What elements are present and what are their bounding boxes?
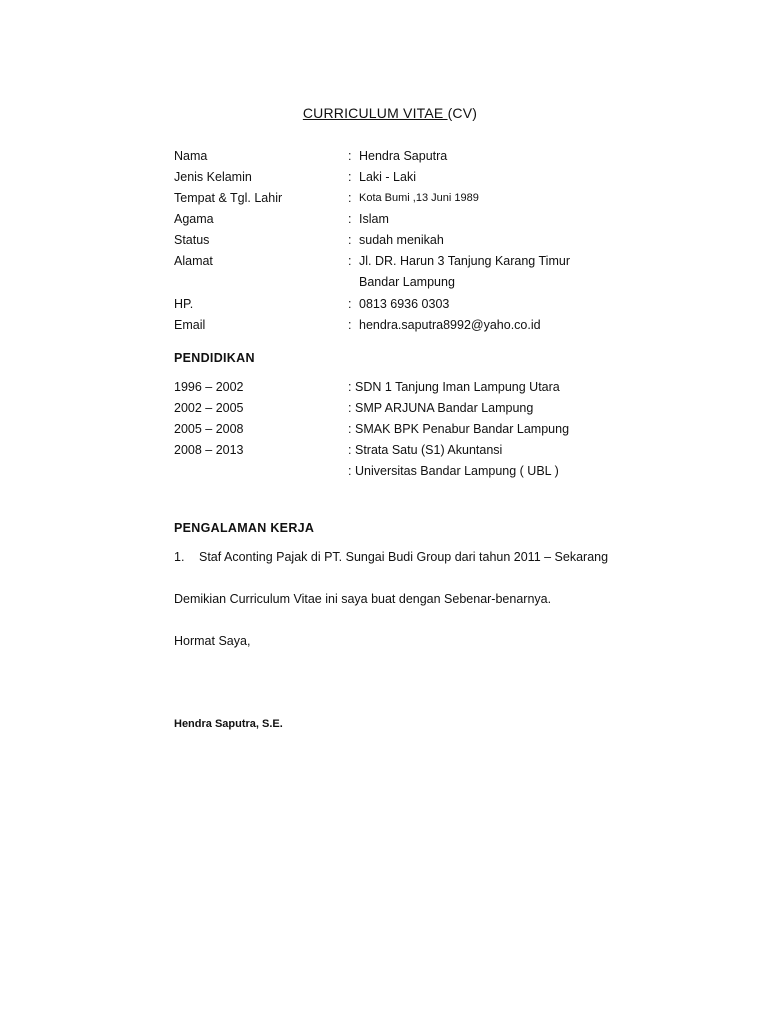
field-value: Laki - Laki	[359, 170, 416, 184]
field-separator: :	[348, 212, 352, 226]
field-separator: :	[348, 380, 352, 394]
document-title	[0, 105, 768, 121]
field-value: Kota Bumi ,13 Juni 1989	[359, 192, 479, 204]
education-school: SDN 1 Tanjung Iman Lampung Utara	[355, 380, 560, 394]
field-value: Islam	[359, 212, 389, 226]
field-label: Agama	[174, 212, 214, 226]
signature-name: Hendra Saputra, S.E.	[174, 718, 283, 730]
education-school: Strata Satu (S1) Akuntansi	[355, 443, 503, 457]
field-value: Hendra Saputra	[359, 149, 448, 163]
education-years: 2005 – 2008	[174, 422, 244, 436]
work-item-text: Staf Aconting Pajak di PT. Sungai Budi Group dari tahun 2011 – Sekarang	[199, 550, 609, 564]
field-label: Alamat	[174, 254, 213, 268]
education-school: SMAK BPK Penabur Bandar Lampung	[355, 422, 570, 436]
title-main: CURRICULUM VITAE	[302, 105, 448, 121]
education-school: Universitas Bandar Lampung ( UBL )	[355, 464, 559, 478]
work-heading: PENGALAMAN KERJA	[174, 521, 315, 535]
field-value: Jl. DR. Harun 3 Tanjung Karang Timur	[359, 254, 570, 268]
field-label: Jenis Kelamin	[174, 170, 252, 184]
field-label: HP.	[174, 297, 194, 311]
education-heading: PENDIDIKAN	[174, 351, 255, 365]
closing-greeting: Hormat Saya,	[174, 634, 251, 648]
field-value: Bandar Lampung	[359, 275, 455, 289]
field-separator: :	[348, 464, 352, 478]
field-label: Tempat & Tgl. Lahir	[174, 191, 283, 205]
field-separator: :	[348, 318, 352, 332]
field-separator: :	[348, 297, 352, 311]
education-school: SMP ARJUNA Bandar Lampung	[355, 401, 534, 415]
work-item-number: 1.	[174, 550, 185, 564]
closing-statement: Demikian Curriculum Vitae ini saya buat dengan Sebenar-benarnya.	[174, 592, 552, 606]
field-value: sudah menikah	[359, 233, 444, 247]
field-separator: :	[348, 170, 352, 184]
field-separator: :	[348, 191, 352, 205]
title-suffix: (CV)	[447, 105, 478, 121]
education-years: 2002 – 2005	[174, 401, 244, 415]
field-value: hendra.saputra8992@yaho.co.id	[359, 318, 541, 332]
field-label: Status	[174, 233, 210, 247]
field-label: Email	[174, 318, 206, 332]
education-years: 1996 – 2002	[174, 380, 244, 394]
field-separator: :	[348, 401, 352, 415]
field-separator: :	[348, 233, 352, 247]
field-separator: :	[348, 254, 352, 268]
field-separator: :	[348, 422, 352, 436]
education-years: 2008 – 2013	[174, 443, 244, 457]
field-label: Nama	[174, 149, 208, 163]
field-separator: :	[348, 443, 352, 457]
field-separator: :	[348, 149, 352, 163]
field-value: 0813 6936 0303	[359, 297, 450, 311]
